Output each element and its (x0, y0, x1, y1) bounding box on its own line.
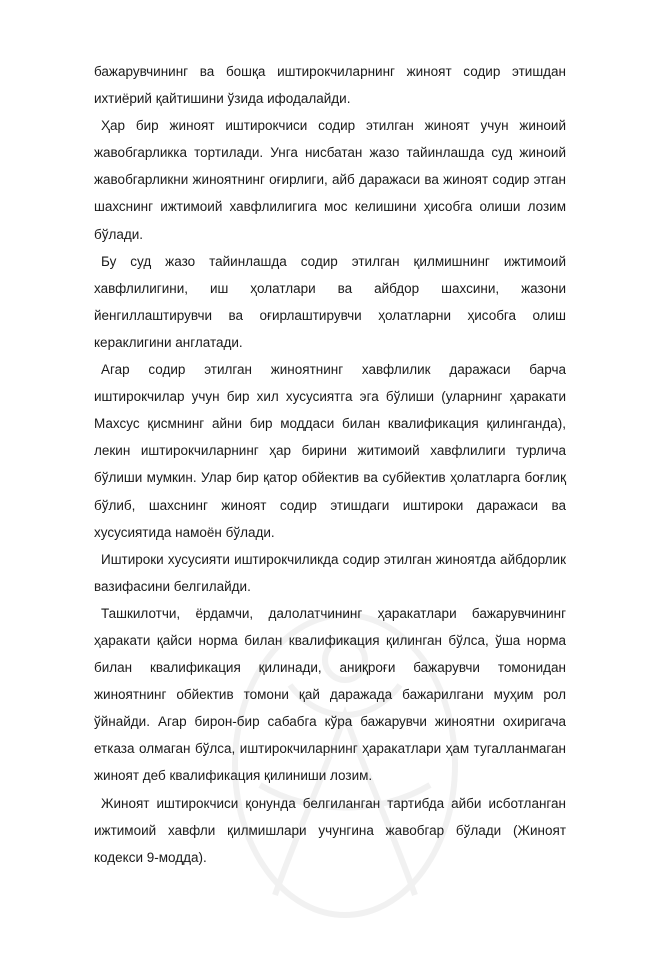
paragraph-4: Агар содир этилган жиноятнинг хавфлилик даражаси барча иштирокчилар учун бир хил хусусиятга эга бўлиши (уларнинг ҳаракати Махсус қисмнинг айни бир моддаси билан квалификация қилинганда), лекин иштирокчиларнинг ҳар бирини житимоий хавфлилиги турлича бўлиши мумкин. Улар бир қатор обйектив ва субйектив ҳолатларга боғлиқ бўлиб, шахснинг жиноят содир этишдаги иштироки даражаси ва хусусиятида намоён бўлади. (94, 362, 566, 540)
paragraph-2: Ҳар бир жиноят иштирокчиси содир этилган жиноят учун жиноий жавобгарликка тортилади. Унга нисбатан жазо тайинлашда суд жиноий жавобгарликни жиноятнинг оғирлиги, айб даражаси ва жиноят содир этган шахснинг ижтимоий хавфлилигига мос келишини ҳисобга олиши лозим бўлади. (94, 118, 566, 242)
paragraph-5: Иштироки хусусияти иштирокчиликда содир этилган жиноятда айбдорлик вазифасини белгилайди. (94, 551, 566, 594)
paragraph-1: бажарувчининг ва бошқа иштирокчиларнинг жиноят содир этишдан ихтиёрий қайтишини ўзида ифодалайди. (94, 64, 566, 107)
paragraph-7: Жиноят иштирокчиси қонунда белгиланган тартибда айби исботланган ижтимоий хавфли қилмишлари учунгина жавобгар бўлади (Жиноят кодекси 9-модда). (94, 795, 566, 865)
paragraph-6: Ташкилотчи, ёрдамчи, далолатчининг ҳаракатлари бажарувчининг ҳаракати қайси норма билан квалификация қилинган бўлса, ўша норма билан квалификация қилинади, аниқроғи бажарувчи томонидан жиноятнинг обйектив томони қай даражада бажарилгани муҳим рол ўйнайди. Агар бирон-бир сабабга кўра бажарувчи жиноятни охиригача етказа олмаган бўлса, иштирокчиларнинг ҳаракатлари ҳам тугалланмаган жиноят деб квалификация қилиниши лозим. (94, 605, 566, 784)
paragraph-3: Бу суд жазо тайинлашда содир этилган қилмишнинг ижтимоий хавфлилигини, иш ҳолатлари ва айбдор шахсини, жазони йенгиллаштирувчи ва оғирлаштирувчи ҳолатларни ҳисобга олиш кераклигини англатади. (94, 253, 566, 350)
document-body (94, 58, 566, 871)
